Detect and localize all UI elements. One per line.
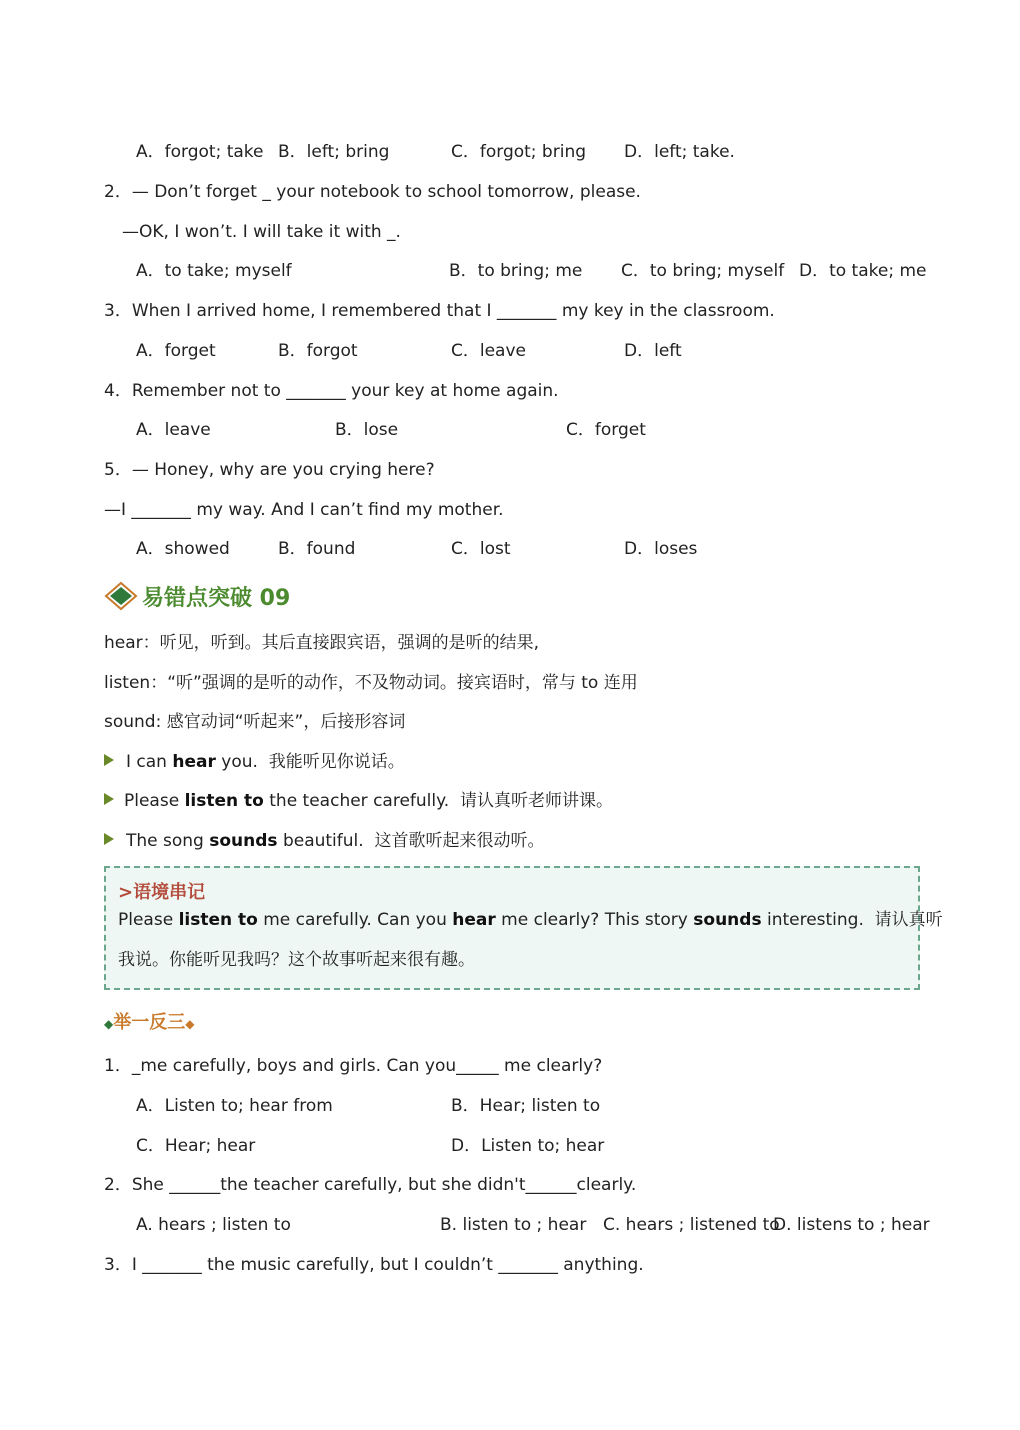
p3-stem: 3．I _______ the music carefully, but I couldn’t _______ anything.: [104, 1255, 644, 1275]
q1-option-a: A．forgot; take: [136, 142, 264, 162]
p2-option-d: D. listens to ; hear: [773, 1215, 930, 1235]
memory-box-line-1: Please listen to me carefully. Can you hear me clearly? This story sounds interesting. 请认真听: [118, 910, 943, 930]
q4-stem: 4．Remember not to _______ your key at home again.: [104, 381, 559, 401]
q3-option-b: B．forgot: [278, 341, 358, 361]
q5-option-b: B．found: [278, 539, 356, 559]
q1-option-d: D．left; take.: [624, 142, 735, 162]
q5-reply: —I _______ my way. And I can’t find my mother.: [104, 500, 504, 520]
p2-option-b: B. listen to ; hear: [440, 1215, 587, 1235]
p1-option-c: C．Hear; hear: [136, 1136, 256, 1156]
diamond-icon: [104, 581, 138, 611]
q2-reply: —OK, I won’t. I will take it with _.: [122, 222, 401, 242]
q2-option-b: B．to bring; me: [449, 261, 583, 281]
q3-option-c: C．leave: [451, 341, 526, 361]
memory-box-title: >语境串记: [118, 882, 206, 903]
memory-box: [104, 866, 943, 990]
explain-listen: listen：“听”强调的是听的动作，不及物动词。接宾语时，常与 to 连用: [104, 673, 638, 693]
p2-option-c: C. hears ; listened to: [603, 1215, 780, 1235]
q1-option-b: B．left; bring: [278, 142, 390, 162]
explain-hear: hear：听见，听到。其后直接跟宾语，强调的是听的结果,: [104, 633, 540, 653]
q1-option-c: C．forgot; bring: [451, 142, 587, 162]
bullet-triangle-icon: [104, 754, 114, 766]
chevron-right-icon: >: [118, 882, 134, 903]
q2-stem: 2．— Don’t forget _ your notebook to school tomorrow, please.: [104, 182, 641, 202]
p1-option-b: B．Hear; listen to: [451, 1096, 601, 1116]
section-heading: [104, 580, 290, 612]
diamond-small-icon: ◆: [104, 1017, 114, 1031]
q3-option-d: D．left: [624, 341, 682, 361]
bullet-triangle-icon: [104, 833, 114, 845]
q4-option-c: C．forget: [566, 420, 646, 440]
p1-option-a: A．Listen to; hear from: [136, 1096, 333, 1116]
example-hear: I can hear you. 我能听见你说话。: [104, 751, 405, 773]
section-title: 易错点突破 09: [142, 585, 291, 611]
p2-stem: 2．She ______the teacher carefully, but she didn't______clearly.: [104, 1175, 637, 1195]
p1-stem: 1．_me carefully, boys and girls. Can you_____ me clearly?: [104, 1056, 603, 1076]
explain-sound: sound: 感官动词“听起来”，后接形容词: [104, 712, 406, 732]
memory-box-line-2: 我说。你能听见我吗？这个故事听起来很有趣。: [118, 950, 475, 970]
q5-option-a: A．showed: [136, 539, 230, 559]
q4-option-a: A．leave: [136, 420, 211, 440]
practice-title: ◆举一反三◆: [104, 1012, 195, 1033]
q2-option-c: C．to bring; myself: [621, 261, 785, 281]
q3-stem: 3．When I arrived home, I remembered that I _______ my key in the classroom.: [104, 301, 775, 321]
example-sounds: The song sounds beautiful. 这首歌听起来很动听。: [104, 830, 544, 852]
q3-option-a: A．forget: [136, 341, 216, 361]
p1-option-d: D．Listen to; hear: [451, 1136, 605, 1156]
q5-option-c: C．lost: [451, 539, 511, 559]
p2-option-a: A. hears ; listen to: [136, 1215, 291, 1235]
q2-option-d: D．to take; me: [799, 261, 927, 281]
example-listen: Please listen to the teacher carefully. 请认真听老师讲课。: [104, 790, 613, 812]
q2-option-a: A．to take; myself: [136, 261, 292, 281]
bullet-triangle-icon: [104, 793, 114, 805]
diamond-small-icon: ◆: [185, 1017, 195, 1031]
q5-stem: 5．— Honey, why are you crying here?: [104, 460, 435, 480]
q4-option-b: B．lose: [335, 420, 399, 440]
q5-option-d: D．loses: [624, 539, 698, 559]
